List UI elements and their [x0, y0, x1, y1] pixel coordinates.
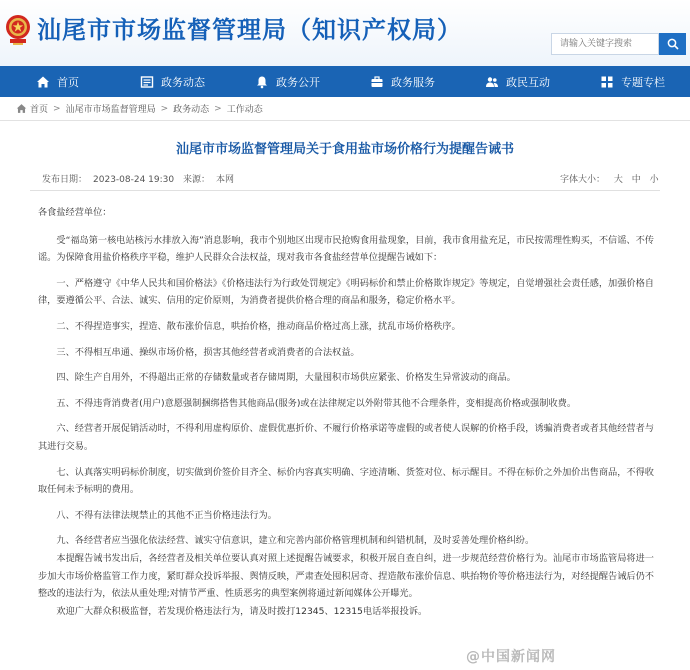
breadcrumb-link[interactable]: 首页	[30, 105, 49, 115]
font-size-small[interactable]: 小	[649, 175, 659, 185]
font-size-medium[interactable]: 中	[631, 175, 641, 185]
article-meta	[42, 172, 240, 185]
nav-item-home[interactable]	[0, 66, 115, 97]
paragraph: 本提醒告诫书发出后，各经营者及相关单位要认真对照上述提醒告诫要求，积极开展自查自纠，进一步规范经营价格行为。汕尾市市场监管局将进一步加大市场价格监管工作力度，紧盯群众投诉举报、舆情反映，严肃查处囤积居奇、捏造散布涨价信息、哄抬物价等价格违法行为，对经提醒告诫后仍不整改的违法行为，依法从重处理;对情节严重、性质恶劣的典型案例将通过新闻媒体公开曝光。	[38, 552, 654, 600]
nav-item-service[interactable]	[345, 66, 460, 97]
breadcrumb-link[interactable]: 汕尾市市场监督管理局	[65, 105, 156, 115]
nav-item-label: 政民互动	[506, 75, 550, 89]
paragraph: 七、认真落实明码标价制度，切实做到价签价目齐全、标价内容真实明确、字迹清晰、货签对位、标示醒目。不得在标价之外加价出售商品，不得收取任何未予标明的费用。	[38, 466, 654, 496]
search-input[interactable]	[551, 33, 659, 55]
article-body	[38, 204, 654, 620]
salutation: 各食盐经营单位：	[38, 207, 112, 218]
paragraph: 受“福岛第一核电站核污水排放入海”消息影响，我市个别地区出现市民抢购食用盐现象，目前，我市食用盐充足，市民按需理性购买，不信谣、不传谣。为保障食用盐价格秩序平稳，维护人民群众合法权益，现对我市各食盐经营单位提醒告诫如下：	[38, 234, 654, 264]
source-label: 来源：	[183, 175, 211, 185]
paragraph: 五、不得违背消费者(用户)意愿强制捆绑搭售其他商品(服务)或在法律规定以外附带其他不合理条件，变相提高价格或强制收费。	[56, 397, 577, 409]
nav-item-interaction[interactable]	[460, 66, 575, 97]
divider	[0, 120, 690, 121]
watermark: @中国新闻网	[466, 649, 556, 665]
paragraph: 六、经营者开展促销活动时，不得利用虚构原价、虚假优惠折价、不履行价格承诺等虚假的或者使人误解的价格手段，诱骗消费者或者其他经营者与其进行交易。	[38, 423, 654, 452]
nav-item-topics[interactable]	[575, 66, 690, 97]
people-icon	[485, 75, 499, 89]
nav-item-label: 首页	[57, 75, 79, 89]
divider	[30, 190, 660, 191]
bell-icon	[255, 75, 269, 89]
news-icon	[140, 75, 154, 89]
paragraph: 二、不得捏造事实，捏造、散布涨价信息，哄抬价格，推动商品价格过高上涨，扰乱市场价格秩序。	[56, 320, 461, 332]
home-icon	[36, 75, 50, 89]
font-size-label: 字体大小：	[560, 175, 606, 185]
article-title: 汕尾市市场监督管理局关于食用盐市场价格行为提醒告诫书	[175, 142, 514, 157]
site-title: 汕尾市市场监督管理局（知识产权局）	[37, 16, 462, 44]
paragraph: 欢迎广大群众积极监督，若发现价格违法行为，请及时拨打12345、12315电话举报投诉。	[56, 605, 428, 617]
nav-item-label: 政务服务	[391, 75, 435, 89]
paragraph: 三、不得相互串通、操纵市场价格，损害其他经营者或消费者的合法权益。	[56, 346, 360, 358]
breadcrumb-link[interactable]: 政务动态	[173, 105, 210, 115]
paragraph: 八、不得有法律法规禁止的其他不正当价格违法行为。	[56, 509, 277, 521]
column-icon	[600, 75, 614, 89]
breadcrumb-separator: >	[53, 103, 61, 114]
breadcrumb-link[interactable]: 工作动态	[226, 105, 263, 115]
search-button[interactable]	[659, 33, 686, 55]
font-size-large[interactable]: 大	[613, 175, 623, 185]
nav-item-label: 专题专栏	[621, 75, 665, 89]
nav-item-disclosure[interactable]	[230, 66, 345, 97]
home-icon	[16, 103, 27, 114]
site-header	[0, 0, 690, 66]
national-emblem-icon	[4, 12, 32, 46]
article-source: 本网	[216, 175, 235, 185]
paragraph: 一、严格遵守《中华人民共和国价格法》《价格违法行为行政处罚规定》《明码标价和禁止价格欺诈规定》等规定，自觉增强社会责任感，加强价格自律，要遵循公平、合法、诚实、信用的定价原则，为消费者提供价格合理的商品和服务，稳定价格水平。	[38, 277, 654, 307]
paragraph: 四、除生产自用外，不得超出正常的存储数量或者存储周期，大量囤积市场供应紧张、价格发生异常波动的商品。	[56, 372, 516, 384]
paragraph: 九、各经营者应当强化依法经营、诚实守信意识，建立和完善内部价格管理机制和纠错机制，及时妥善处理价格纠纷。	[56, 535, 535, 547]
publish-date: 2023-08-24 19:30	[93, 175, 175, 185]
breadcrumb-separator: >	[160, 103, 169, 114]
nav-item-label: 政务动态	[161, 75, 205, 89]
search-icon	[667, 38, 679, 50]
date-label: 发布日期：	[42, 175, 88, 185]
breadcrumb	[16, 102, 263, 115]
main-nav	[0, 66, 690, 97]
nav-item-news[interactable]	[115, 66, 230, 97]
breadcrumb-separator: >	[214, 103, 222, 114]
service-icon	[370, 75, 384, 89]
nav-item-label: 政务公开	[276, 75, 320, 89]
font-size-switcher	[560, 172, 659, 185]
